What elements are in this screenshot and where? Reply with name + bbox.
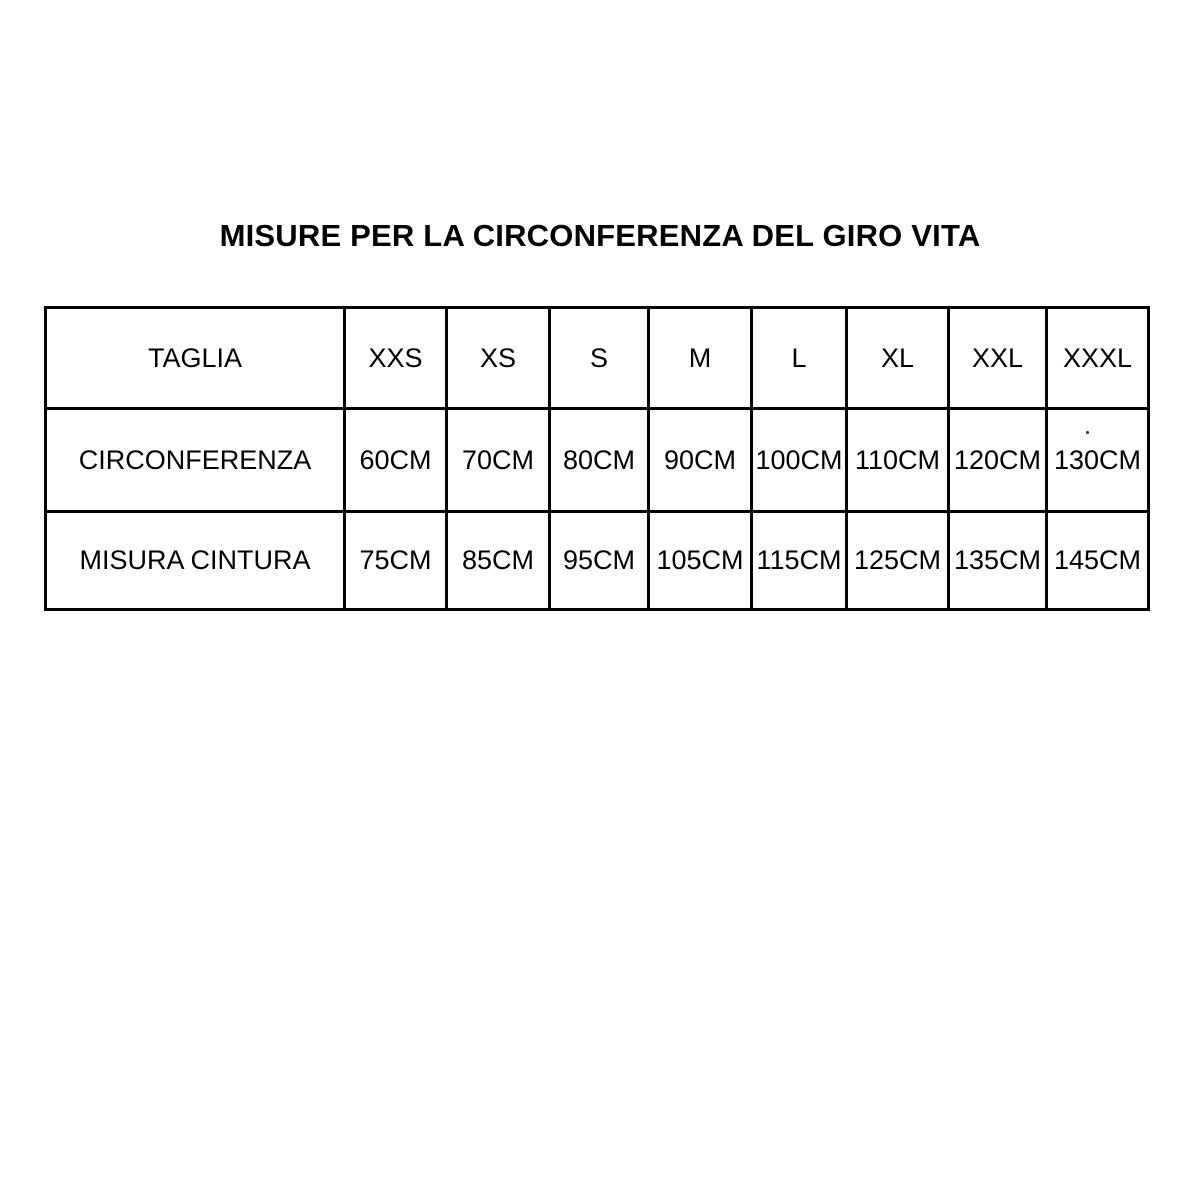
row-label-circonferenza: CIRCONFERENZA	[46, 409, 345, 512]
header-cell-s: S	[550, 308, 649, 409]
value-cell: 95CM	[550, 512, 649, 610]
header-cell-xs: XS	[447, 308, 550, 409]
header-cell-xl: XL	[847, 308, 949, 409]
header-cell-xxxl: XXXL	[1047, 308, 1149, 409]
header-cell-xxl: XXL	[949, 308, 1047, 409]
page-title: MISURE PER LA CIRCONFERENZA DEL GIRO VITA	[219, 218, 981, 253]
header-cell-l: L	[752, 308, 847, 409]
value-cell: 105CM	[649, 512, 752, 610]
stray-dot-artifact	[1086, 431, 1089, 434]
value-cell: 60CM	[345, 409, 447, 512]
value-cell: 85CM	[447, 512, 550, 610]
value-cell: 80CM	[550, 409, 649, 512]
value-cell: 110CM	[847, 409, 949, 512]
value-cell: 135CM	[949, 512, 1047, 610]
header-cell-taglia: TAGLIA	[46, 308, 345, 409]
value-cell: 90CM	[649, 409, 752, 512]
value-cell: 70CM	[447, 409, 550, 512]
table-row-circonferenza	[46, 409, 1149, 512]
row-label-misura-cintura: MISURA CINTURA	[46, 512, 345, 610]
value-cell: 75CM	[345, 512, 447, 610]
table-header-row	[46, 308, 1149, 409]
table-row-misura-cintura	[46, 512, 1149, 610]
value-cell: 120CM	[949, 409, 1047, 512]
value-cell: 115CM	[752, 512, 847, 610]
header-cell-m: M	[649, 308, 752, 409]
value-cell: 145CM	[1047, 512, 1149, 610]
header-cell-xxs: XXS	[345, 308, 447, 409]
size-chart-table	[44, 306, 1150, 611]
value-cell: 130CM	[1047, 409, 1149, 512]
value-cell: 125CM	[847, 512, 949, 610]
value-cell: 100CM	[752, 409, 847, 512]
